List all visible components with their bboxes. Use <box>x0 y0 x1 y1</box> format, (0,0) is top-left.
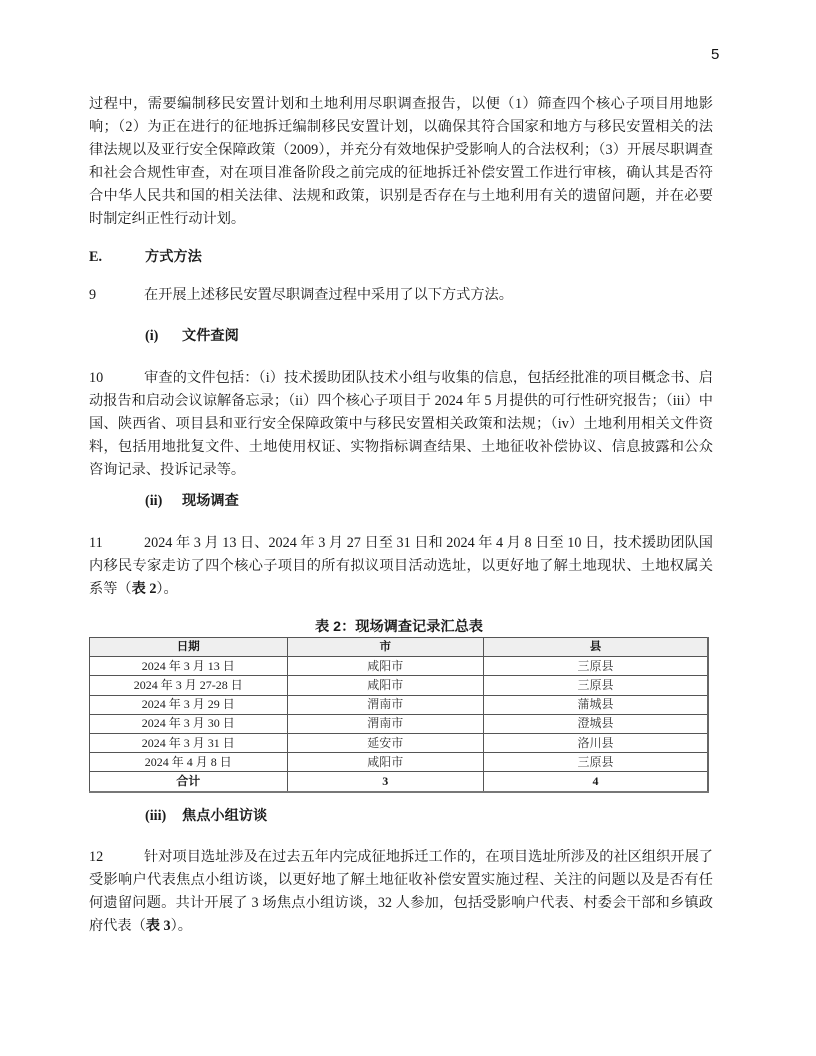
cell-county: 三原县 <box>484 676 708 695</box>
paragraph-11 <box>89 532 713 601</box>
paragraph-9-text: 在开展上述移民安置尽职调查过程中采用了以下方式方法。 <box>144 287 513 303</box>
table-row <box>90 714 709 733</box>
cell-city: 咸阳市 <box>287 657 484 676</box>
paragraph-12-number: 12 <box>89 849 104 865</box>
page-number: 5 <box>711 46 720 63</box>
subsection-iii-title: 焦点小组访谈 <box>182 808 268 824</box>
header-date: 日期 <box>90 638 288 657</box>
cell-date: 2024 年 3 月 31 日 <box>90 733 288 752</box>
section-e-marker: E. <box>89 249 103 265</box>
subsection-i-title: 文件查阅 <box>182 328 239 344</box>
cell-date: 2024 年 3 月 30 日 <box>90 714 288 733</box>
subsection-iii-marker: (iii) <box>145 808 167 824</box>
total-county-count: 4 <box>484 772 708 792</box>
subsection-iii-heading <box>145 805 267 828</box>
total-label: 合计 <box>90 772 288 792</box>
cell-county: 三原县 <box>484 657 708 676</box>
subsection-ii-title: 现场调查 <box>182 493 239 509</box>
cell-city: 咸阳市 <box>287 676 484 695</box>
intro-paragraph-text: 过程中，需要编制移民安置计划和土地利用尽职调查报告，以便（1）筛查四个核心子项目用地影响；（2）为正在进行的征地拆迁编制移民安置计划，以确保其符合国家和地方与移民安置相关的法律法规以及亚行安全保障政策（2009），并充分有效地保护受影响人的合法权利；（3）开展尽职调查和社会合规性审查，对在项目准备阶段之前完成的征地拆迁补偿安置工作进行审核，确认其是否符合中华人民共和国的相关法律、法规和政策，识别是否存在与土地利用有关的遗留问题，并在必要时制定纠正性行动计划。 <box>89 96 713 227</box>
paragraph-11-number: 11 <box>89 535 103 551</box>
table-row <box>90 676 709 695</box>
paragraph-11-text-end: ）。 <box>156 581 178 597</box>
paragraph-9 <box>89 284 713 307</box>
paragraph-10-number: 10 <box>89 370 104 386</box>
cell-date: 2024 年 3 月 27-28 日 <box>90 676 288 695</box>
table-3-reference: 表 3 <box>145 918 171 934</box>
table-row <box>90 657 709 676</box>
cell-city: 咸阳市 <box>287 753 484 772</box>
paragraph-12 <box>89 846 713 938</box>
subsection-ii-heading <box>145 490 239 513</box>
total-city-count: 3 <box>287 772 484 792</box>
subsection-i-marker: (i) <box>145 328 159 344</box>
site-survey-table <box>89 637 709 793</box>
section-e-title: 方式方法 <box>145 249 202 265</box>
paragraph-12-text: 针对项目选址涉及在过去五年内完成征地拆迁工作的，在项目选址所涉及的社区组织开展了受影响户代表焦点小组访谈，以更好地了解土地征收补偿安置实施过程、关注的问题以及是否有任何遗留问题。共计开展了 3 场焦点小组访谈，32 人参加，包括受影响户代表、村委会干部和乡镇政府代表（ <box>89 849 713 934</box>
cell-date: 2024 年 3 月 29 日 <box>90 695 288 714</box>
cell-date: 2024 年 3 月 13 日 <box>90 657 288 676</box>
paragraph-12-text-end: ）。 <box>170 918 192 934</box>
table-2-reference: 表 2 <box>131 581 157 597</box>
cell-city: 渭南市 <box>287 714 484 733</box>
table-2-caption: 表 2：现场调查记录汇总表 <box>315 619 483 635</box>
table-row <box>90 753 709 772</box>
subsection-i-heading <box>145 325 239 348</box>
paragraph-10-text: 审查的文件包括：（i）技术援助团队技术小组与收集的信息，包括经批准的项目概念书、启动报告和启动会议谅解备忘录；（ii）四个核心子项目于 2024 年 5 月提供的可行性研究报告；（iii）中国、陕西省、项目县和亚行安全保障政策中与移民安置相关政策和法规；（iv）土地利用相关文件资料，包括用地批复文件、土地使用权证、实物指标调查结果、土地征收补偿协议、信息披露和公众咨询记录、投诉记录等。 <box>89 370 713 478</box>
table-total-row <box>90 772 709 792</box>
cell-county: 蒲城县 <box>484 695 708 714</box>
intro-paragraph <box>89 93 713 231</box>
header-county: 县 <box>484 638 708 657</box>
cell-city: 延安市 <box>287 733 484 752</box>
header-city: 市 <box>287 638 484 657</box>
cell-county: 洛川县 <box>484 733 708 752</box>
table-header-row <box>90 638 709 657</box>
table-row <box>90 733 709 752</box>
paragraph-9-number: 9 <box>89 287 97 303</box>
cell-county: 三原县 <box>484 753 708 772</box>
subsection-ii-marker: (ii) <box>145 493 163 509</box>
cell-county: 澄城县 <box>484 714 708 733</box>
table-row <box>90 695 709 714</box>
paragraph-10 <box>89 367 713 482</box>
paragraph-11-text: 2024 年 3 月 13 日、2024 年 3 月 27 日至 31 日和 2024 年 4 月 8 日至 10 日，技术援助团队国内移民专家走访了四个核心子项目的所有拟议项目活动选址，以更好地了解土地现状、土地权属关系等（ <box>89 535 713 597</box>
section-e-heading <box>89 246 202 269</box>
cell-city: 渭南市 <box>287 695 484 714</box>
cell-date: 2024 年 4 月 8 日 <box>90 753 288 772</box>
